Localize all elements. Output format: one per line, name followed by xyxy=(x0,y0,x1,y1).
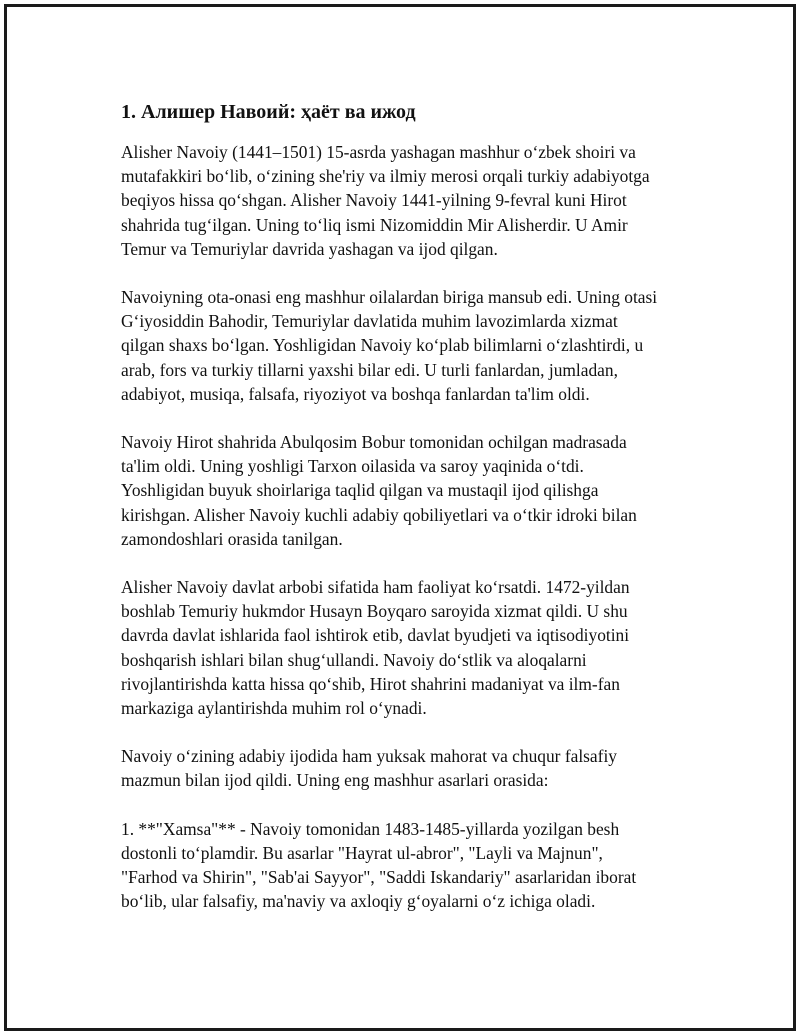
text-line: Temur va Temuriylar davrida yashagan va ijod qilgan. xyxy=(121,238,498,259)
text-line: "Farhod va Shirin", "Sab'ai Sayyor", "Saddi Iskandariy" asarlaridan iborat xyxy=(121,867,637,888)
text-line: Alisher Navoiy davlat arbobi sifatida ham faoliyat ko‘rsatdi. 1472-yildan xyxy=(121,577,630,598)
paragraph-statesman xyxy=(121,575,701,720)
text-line: 1. **"Xamsa"** - Navoiy tomonidan 1483-1485-yillarda yozilgan besh xyxy=(121,818,620,839)
text-line: davrda davlat ishlarida faol ishtirok etib, davlat byudjeti va iqtisodiyotini xyxy=(121,625,630,646)
paragraph-family xyxy=(121,285,701,406)
text-line: arab, fors va turkiy tillarni yaxshi bilar edi. U turli fanlardan, jumladan, xyxy=(121,359,618,380)
page-frame xyxy=(4,4,796,1031)
text-line: bo‘lib, ular falsafiy, ma'naviy va axloqiy g‘oyalarni o‘z ichiga oladi. xyxy=(121,891,596,912)
paragraph-literary-work xyxy=(121,744,701,792)
text-line: Alisher Navoiy (1441–1501) 15-asrda yashagan mashhur o‘zbek shoiri va xyxy=(121,142,636,162)
text-line: zamondoshlari orasida tanilgan. xyxy=(121,528,343,549)
text-line: Yoshligidan buyuk shoirlariga taqlid qilgan va mustaqil ijod qilishga xyxy=(121,480,599,501)
document-body xyxy=(121,99,701,937)
text-line: shahrida tug‘ilgan. Uning to‘liq ismi Nizomiddin Mir Alisherdir. U Amir xyxy=(121,214,628,235)
document-title: 1. Алишер Навоий: ҳаёт ва ижод xyxy=(121,101,416,123)
text-line: kirishgan. Alisher Navoiy kuchli adabiy qobiliyetlari va o‘tkir idroki bilan xyxy=(121,504,637,525)
text-line: beqiyos hissa qo‘shgan. Alisher Navoiy 1441-yilning 9-fevral kuni Hirot xyxy=(121,190,627,211)
list-item-xamsa xyxy=(121,817,701,914)
text-line: mazmun bilan ijod qildi. Uning eng mashhur asarlari orasida: xyxy=(121,770,549,791)
text-line: mutafakkiri bo‘lib, o‘zining she'riy va ilmiy merosi orqali turkiy adabiyotga xyxy=(121,166,650,187)
text-line: dostonli to‘plamdir. Bu asarlar "Hayrat ul-abror", "Layli va Majnun", xyxy=(121,842,603,863)
text-line: adabiyot, musiqa, falsafa, riyoziyot va boshqa fanlardan ta'lim oldi. xyxy=(121,383,590,404)
text-line: boshlab Temuriy hukmdor Husayn Boyqaro saroyida xizmat qildi. U shu xyxy=(121,601,628,622)
paragraph-early-life xyxy=(121,140,701,261)
text-line: Navoiy Hirot shahrida Abulqosim Bobur tomonidan ochilgan madrasada xyxy=(121,432,627,453)
text-line: Navoiyning ota-onasi eng mashhur oilalardan biriga mansub edi. Uning otasi xyxy=(121,287,658,308)
text-line: qilgan shaxs bo‘lgan. Yoshligidan Navoiy ko‘plab bilimlarni o‘zlashtirdi, u xyxy=(121,335,644,356)
text-line: ta'lim oldi. Uning yoshligi Tarxon oilasida va saroy yaqinida o‘tdi. xyxy=(121,456,584,477)
text-line: markaziga aylantirishda muhim rol o‘ynadi. xyxy=(121,698,427,719)
text-line: Navoiy o‘zining adabiy ijodida ham yuksak mahorat va chuqur falsafiy xyxy=(121,746,617,767)
paragraph-education xyxy=(121,430,701,551)
text-line: boshqarish ishlari bilan shug‘ullandi. Navoiy do‘stlik va aloqalarni xyxy=(121,649,587,670)
text-line: G‘iyosiddin Bahodir, Temuriylar davlatida muhim lavozimlarda xizmat xyxy=(121,311,618,332)
text-line: rivojlantirishda katta hissa qo‘shib, Hirot shahrini madaniyat va ilm-fan xyxy=(121,673,620,694)
